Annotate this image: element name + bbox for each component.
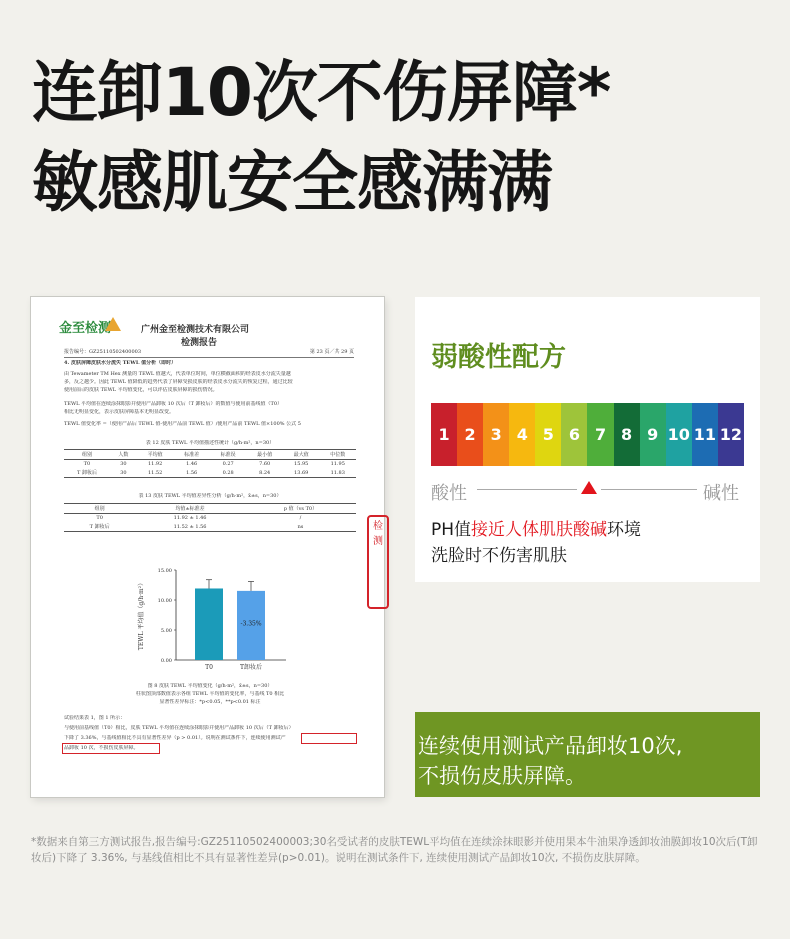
- table-cell: 1.46: [186, 461, 198, 467]
- ph-desc-highlight: 接近人体肌肤酸碱: [471, 520, 608, 540]
- table-cell: 30: [120, 461, 127, 467]
- report-company: 广州金至检测技术有限公司: [141, 325, 250, 335]
- ph-desc-text: 环境: [607, 520, 642, 540]
- ph-scale-cell: 3: [483, 403, 509, 466]
- report-page: 第 23 页／共 29 页: [309, 349, 354, 355]
- claim-line-1: 连续使用测试产品卸妆10次,: [418, 734, 683, 758]
- report-stamp: [367, 515, 389, 609]
- figure-note: 柱状图顶部数值表示各组 TEWL 平均值的变化率，与基线 T0 相比: [135, 691, 285, 697]
- report-meta: [64, 348, 354, 358]
- table-cell: 30: [110, 468, 137, 478]
- scale-line: [601, 489, 697, 490]
- x-tick-label: T0: [205, 664, 213, 671]
- table-cell: T 卸妆后: [64, 522, 135, 532]
- y-tick-label: 5.00: [160, 628, 172, 634]
- conclusion-text: 下降了 3.36%，与基线值相比不具有显著性差异（p > 0.01）。说明在测试条件下，连续使用测试产: [64, 735, 286, 741]
- ph-scale-cell: 9: [640, 403, 666, 466]
- table-cell: T0: [96, 515, 103, 521]
- footnote: *数据来自第三方测试报告,报告编号:GZ25110502400003;30名受试者的皮肤TEWL平均值在连续涂抹眼影并使用果本牛油果净透卸妆油膜卸妆10次后(T卸妆后)下降了 3.36%, 与基线值相比不具有显著性差异(p>0.01)。说明在测试条件下, 连续使用测试产品卸妆10次, 不损伤皮肤屏障。: [31, 836, 758, 864]
- tewl-bar-chart: [131, 560, 301, 680]
- ph-scale-cell: 12: [718, 403, 744, 466]
- table-13-caption: 表 13 皮肤 TEWL 平均值差异性分析（g/h·m²，x̄±s，n=30）: [138, 493, 282, 499]
- report-paragraph: TEWL 平均值在连续涂抹眼影并使用产品卸妆 10 次后（T 卸妆后）的数值与使用前基线值（T0）: [64, 401, 283, 407]
- ph-title: 弱酸性配方: [431, 342, 566, 373]
- ph-scale-cell: 5: [535, 403, 561, 466]
- table-header-cell: 组别: [64, 450, 110, 460]
- report-paragraph: 使用前后的皮肤 TEWL 平均值变化，可以评估皮肤屏障的损伤情况。: [64, 387, 218, 393]
- table-header-cell: 最小值: [246, 450, 283, 460]
- stamp-text: 检 测: [373, 521, 383, 547]
- figure-caption: 图 8 皮肤 TEWL 平均值变化（g/h·m²，x̄±s，n=30）: [147, 683, 273, 689]
- test-report: [31, 297, 384, 797]
- report-formula: TEWL 值变化率 =（使用产品后 TEWL 值-使用产品前 TEWL 值）/使用产品前 TEWL 值×100% 公式 5: [64, 421, 301, 427]
- headline-line-2: 敏感肌安全感满满: [32, 144, 552, 221]
- ph-marker-icon: [581, 481, 597, 494]
- conclusion-text: 品卸妆 10 次，不损伤皮肤屏障。: [64, 745, 139, 751]
- table-header-cell: 人数: [110, 450, 137, 460]
- table-header-cell: 最大值: [283, 450, 320, 460]
- report-number: 报告编号：GZ25110502400003: [64, 349, 142, 355]
- table-header-cell: 标准误: [210, 450, 247, 460]
- y-tick-label: 0.00: [160, 658, 172, 664]
- conclusion-highlight: [301, 733, 357, 744]
- conclusion-text: 与使用前基线值（T0）相比，皮肤 TEWL 平均值在连续涂抹眼影并使用产品卸妆 10 次后（T 卸妆后）: [64, 725, 294, 731]
- table-cell: 11.92: [147, 461, 163, 467]
- report-paragraph: 由 Tewameter TM Hex 测量的 TEWL 值越大，代表单位时间，单位横截面积的经表皮水分流失量越: [64, 371, 291, 377]
- ph-desc-text: PH值: [431, 520, 472, 540]
- ph-scale: [431, 403, 744, 466]
- table-cell: 11.95: [330, 461, 345, 467]
- report-section-heading: 4. 皮肤屏障皮肤水分流失 TEWL 值分析（即时）: [64, 360, 177, 366]
- ph-scale-cell: 8: [614, 403, 640, 466]
- table-cell: 11.92 ± 1.46: [173, 515, 207, 521]
- table-cell: 13.69: [283, 468, 320, 478]
- table-cell: 0.27: [222, 461, 234, 467]
- report-logo: 金至检测: [59, 321, 112, 336]
- bar: [195, 588, 223, 660]
- table-cell: T 卸妆后: [64, 468, 110, 478]
- table-cell: 11.83: [319, 468, 356, 478]
- report-title: 检测报告: [181, 338, 218, 348]
- y-axis-label: TEWL 平均值（g/h·m²）: [138, 579, 145, 651]
- table-cell: 11.52: [137, 468, 174, 478]
- table-cell: 15.95: [294, 461, 309, 467]
- acid-label: 酸性: [431, 483, 467, 504]
- table-cell: /: [299, 515, 302, 521]
- table-cell: 7.60: [259, 461, 271, 467]
- ph-scale-cell: 10: [666, 403, 692, 466]
- y-tick-label: 10.00: [157, 598, 172, 604]
- ph-scale-cell: 11: [692, 403, 718, 466]
- table-12-caption: 表 12 皮肤 TEWL 平均值描述性统计（g/h·m²，n=30）: [145, 440, 275, 446]
- table-cell: 11.52 ± 1.56: [135, 522, 245, 532]
- y-tick-label: 15.00: [157, 568, 172, 574]
- table-cell: ns: [245, 522, 356, 532]
- table-13: [64, 503, 356, 532]
- table-cell: 0.28: [210, 468, 247, 478]
- report-paragraph: 相比无明显变化，表示皮肤屏障基本无明显改变。: [64, 409, 175, 415]
- table-header-cell: 中位数: [319, 450, 356, 460]
- ph-scale-cell: 4: [509, 403, 535, 466]
- table-header-cell: 标准差: [173, 450, 210, 460]
- ph-description: [431, 515, 641, 540]
- x-tick-label: T卸妆后: [239, 664, 263, 671]
- alkaline-label: 碱性: [703, 483, 739, 504]
- ph-card: [415, 297, 760, 582]
- logo-triangle-icon: [105, 317, 121, 331]
- table-12: [64, 449, 356, 478]
- scale-line: [477, 489, 577, 490]
- table-header-cell: 均值±标准差: [135, 504, 245, 514]
- figure-note: 显著性差异标注：*p<0.05，**p<0.01 标注: [159, 699, 261, 705]
- ph-scale-cell: 7: [587, 403, 613, 466]
- claim-card: [415, 712, 760, 797]
- ph-description-2: 洗脸时不伤害肌肤: [431, 546, 567, 566]
- table-cell: 1.56: [173, 468, 210, 478]
- headline-line-1: 连卸10次不伤屏障*: [32, 54, 611, 131]
- ph-scale-cell: 1: [431, 403, 457, 466]
- report-paragraph: 多，反之越少。因此 TEWL 值降低的趋势代表了屏障受损皮肤的经表皮水分流失的恢复过程，通过比较: [64, 379, 293, 385]
- table-header-cell: 平均值: [137, 450, 174, 460]
- ph-scale-cell: 2: [457, 403, 483, 466]
- table-cell: T0: [83, 461, 91, 467]
- bar-annotation: -3.35%: [240, 620, 262, 628]
- claim-line-2: 不损伤皮肤屏障。: [418, 764, 586, 788]
- conclusion-highlight: [62, 743, 160, 754]
- conclusion-heading: 试验结果表 1，图 1 所示：: [64, 715, 126, 721]
- table-cell: 8.24: [246, 468, 283, 478]
- table-header-cell: p 值（vs T0）: [245, 504, 356, 514]
- ph-scale-cell: 6: [561, 403, 587, 466]
- table-header-cell: 组别: [64, 504, 135, 514]
